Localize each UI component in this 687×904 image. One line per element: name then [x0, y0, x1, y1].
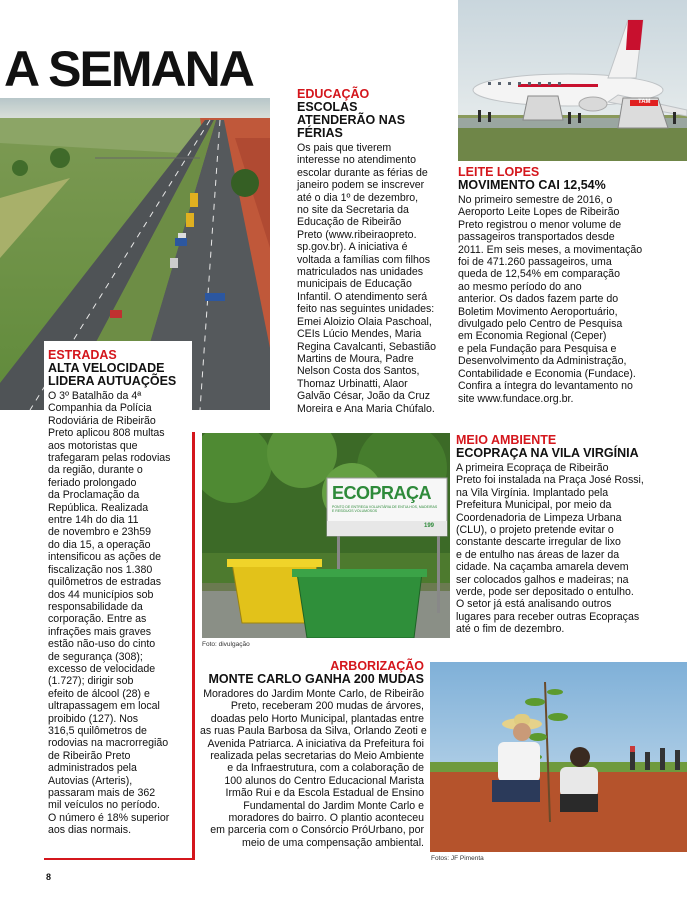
body-line: as ruas Paula Barbosa da Silva, Orlando Zeoti e [200, 725, 427, 738]
body-line: trafegaram pelas rodovias [48, 452, 171, 465]
body-line: corporação. Entre as [48, 613, 147, 626]
body-line: Coordenadoria de Limpeza Urbana [456, 511, 622, 524]
body-line: no site da Secretaria da [297, 204, 409, 217]
body-line: lugares para receber outras Ecopraças [456, 610, 640, 623]
body-line: No primeiro semestre de 2016, o [458, 194, 613, 206]
leite-lopes-headline: MOVIMENTO CAI 12,54% [458, 178, 606, 192]
body-line: queda de 12,54% em comparação [458, 268, 620, 281]
body-line: na Vila Virgínia. Implantado pela [456, 486, 609, 499]
meio-ambiente-kicker: MEIO AMBIENTE [456, 433, 557, 447]
body-line: Boletim Movimento Aeroportuário, [458, 305, 618, 318]
ecopraca-sign-number: 199 [424, 523, 435, 529]
body-line: constante descarte irregular de lixo [456, 536, 621, 549]
body-line: feito nas seguintes unidades: [297, 303, 435, 316]
ecopraca-sign-subtitle: PONTO DE ENTREGA VOLUNTÁRIA DE ENTULHOS, MADEIRAS E RESÍDUOS VOLUMOSOS [332, 505, 438, 513]
arborizacao-body [200, 688, 427, 849]
body-line: e pela Fundação para Pesquisa e [458, 342, 617, 355]
body-line: quilômetros de estradas [48, 576, 162, 589]
body-line: Nelson Costa dos Santos, [297, 365, 420, 378]
body-line: excesso de velocidade [48, 662, 156, 675]
body-line: da Proclamação da [48, 489, 140, 502]
body-line: Os pais que tiverem [297, 142, 392, 154]
body-line: aos dias normais. [48, 824, 132, 837]
body-line: A primeira Ecopraça de Ribeirão [456, 462, 609, 474]
body-line: Preto foi instalada na Praça José Rossi, [456, 474, 644, 487]
meio-ambiente-body [456, 462, 684, 636]
body-line: República. Realizada [48, 501, 149, 514]
airplane-livery: TAM [638, 99, 651, 105]
body-line: doadas pelo Horto Municipal, plantadas entre [210, 712, 424, 725]
body-line: O número é 18% superior [48, 811, 170, 824]
body-line: escolar durante as férias de [297, 166, 428, 179]
body-line: verde, pode ser depositado o entulho. [456, 586, 634, 599]
body-line: infrações mais graves [48, 625, 152, 638]
body-line: Moradores do Jardim Monte Carlo, de Ribeirão [203, 688, 424, 700]
leite-lopes-article [458, 166, 684, 405]
arborizacao-kicker: ARBORIZAÇÃO [330, 659, 424, 673]
body-line: Preto (www.ribeiraopreto. [297, 228, 417, 241]
body-line: janeiro podem se inscrever [297, 179, 425, 192]
educacao-body [297, 142, 457, 415]
body-line: Preto, receberam 200 mudas de árvores, [230, 700, 424, 713]
body-line: Companhia da Polícia [48, 402, 152, 415]
body-line: feriado prolongado [48, 476, 137, 489]
body-line: rodovias na macrorregião [48, 737, 169, 750]
body-line: Moreira e Ana Maria Chúfalo. [297, 402, 435, 415]
body-line: de Ribeirão Preto [48, 749, 131, 762]
body-line: meio de uma compensação ambiental. [242, 836, 424, 849]
body-line: Avenida Patriarca. A iniciativa da Prefeitura foi [207, 737, 424, 750]
meio-ambiente-headline: ECOPRAÇA NA VILA VIRGÍNIA [456, 446, 639, 460]
body-line: e de entulho nas áreas de lazer da [456, 548, 620, 561]
body-line: foi de 471.260 passageiros, uma [458, 256, 612, 269]
body-line: Prefeitura Municipal, por meio da [456, 499, 612, 512]
body-line: Emei Aloizio Olaia Paschoal, [297, 315, 432, 328]
body-line: 2011. Em seis meses, a movimentação [458, 243, 643, 256]
body-line: estão não-uso do cinto [48, 638, 156, 651]
body-line: da região, durante o [48, 464, 143, 477]
educacao-headline: ESCOLAS ATENDERÃO NAS FÉRIAS [297, 100, 406, 140]
body-line: de novembro e 23h59 [48, 526, 152, 539]
body-line: (CLU), o projeto pretende evitar o [456, 524, 614, 537]
body-line: ser colocados galhos e madeiras; na [456, 573, 629, 586]
body-line: e da Infraestrutura, com a colaboração de [227, 762, 424, 775]
page-title: A SEMANA [4, 41, 253, 97]
body-line: Educação de Ribeirão [297, 216, 402, 229]
body-line: Aeroporto Leite Lopes de Ribeirão [458, 206, 620, 219]
body-line: Rodoviária de Ribeirão [48, 414, 156, 427]
estradas-bottom-rule [192, 432, 195, 860]
body-line: CEIs Lúcio Mendes, Maria [297, 328, 422, 341]
body-line: mil veículos no período. [48, 799, 160, 812]
body-line: administrados pela [48, 762, 137, 775]
body-line: fiscalização nos 1.380 [48, 563, 153, 576]
estradas-kicker: ESTRADAS [48, 348, 117, 362]
body-line: Infantil. O atendimento será [297, 290, 428, 303]
body-line: matriculados nas unidades [297, 266, 424, 279]
body-line: até o dia 1º de dezembro, [297, 191, 419, 204]
body-line: ao mesmo período do ano [458, 280, 582, 293]
body-line: Contabilidade e Economia (Fundace). [458, 367, 636, 380]
body-line: em parceria com o Consórcio PróUrbano, por [210, 824, 424, 837]
body-line: passaram mais de 362 [48, 787, 156, 799]
body-line: voltada a famílias com filhos [297, 253, 431, 266]
body-line: aos motoristas que [48, 439, 138, 452]
educacao-kicker: EDUCAÇÃO [297, 87, 370, 101]
body-line: intensificou as ações de [48, 551, 162, 564]
ecopraca-photo [202, 433, 450, 638]
body-line: site www.fundace.org.br. [458, 392, 574, 405]
body-line: responsabilidade da [48, 600, 143, 613]
body-line: O setor já está analisando outros [456, 598, 612, 611]
body-line: realizada pelas secretarias do Meio Ambiente [210, 750, 424, 763]
arborizacao-headline: MONTE CARLO GANHA 200 MUDAS [208, 672, 424, 686]
body-line: 100 alunos do Centro Educacional Marista [224, 774, 424, 787]
body-line: proibido (127). Nos [48, 712, 139, 725]
ecopraca-sign-text: ECOPRAÇA [332, 483, 432, 503]
body-line: do dia 15, a operação [48, 538, 151, 551]
body-line: efeito de álcool (28) e [48, 687, 150, 700]
leite-lopes-body [458, 194, 684, 405]
body-line: Desenvolvimento da Administração, [458, 355, 627, 368]
body-line: interesse no atendimento [297, 154, 416, 167]
body-line: cidade. Na caçamba amarela devem [456, 561, 629, 574]
body-line: anterior. Os dados fazem parte do [458, 293, 619, 306]
body-line: O 3º Batalhão da 4ª [48, 390, 142, 402]
body-line: Galvão César, João da Cruz [297, 390, 431, 403]
body-line: Autovias (Arteris), [48, 774, 133, 787]
body-line: Irmão Rui e da Escola Estadual de Ensino [225, 787, 424, 800]
body-line: Preto aplicou 808 multas [48, 427, 165, 440]
body-line: divulgado pelo Centro de Pesquisa [458, 318, 623, 331]
body-line: 316,5 quilômetros de [48, 724, 147, 737]
body-line: Martins de Moura, Padre [297, 352, 414, 365]
body-line: dos 44 municípios sob [48, 588, 154, 601]
leite-lopes-kicker: LEITE LOPES [458, 165, 540, 179]
estradas-bottom-rule-h [44, 858, 195, 860]
body-line: até o fim de dezembro. [456, 623, 565, 636]
body-line: Regina Cavalcanti, Sebastião [297, 340, 436, 353]
body-line: de segurança (308); [48, 650, 143, 663]
meio-ambiente-article [456, 434, 684, 636]
planting-photo [430, 662, 687, 852]
estradas-headline: ALTA VELOCIDADE LIDERA AUTUAÇÕES [48, 361, 177, 388]
estradas-body [48, 390, 192, 837]
body-line: (1.727); dirigir sob [48, 675, 134, 688]
planting-photo-credit: Fotos: JF Pimenta [431, 855, 484, 862]
body-line: Fundamental do Jardim Monte Carlo e [243, 799, 424, 812]
body-line: sp.gov.br). A iniciativa é [297, 241, 408, 254]
body-line: em Economia Regional (Ceper) [458, 330, 607, 343]
body-line: ultrapassagem em local [48, 700, 160, 713]
body-line: Confira a íntegra do levantamento no [458, 380, 633, 393]
body-line: moradores do bairro. O plantio aconteceu [228, 812, 424, 825]
body-line: Preto registrou o menor volume de [458, 218, 622, 231]
airport-photo [458, 0, 687, 161]
page-number: 8 [46, 872, 52, 882]
ecopraca-photo-credit: Foto: divulgação [202, 641, 250, 648]
estradas-article [44, 341, 192, 860]
arborizacao-article [200, 659, 427, 849]
body-line: Thomaz Urbinatti, Alaor [297, 377, 408, 390]
body-line: passageiros transportados desde [458, 231, 615, 244]
educacao-article [297, 88, 457, 415]
body-line: municipais de Educação [297, 278, 412, 291]
body-line: entre 14h do dia 11 [48, 514, 139, 527]
